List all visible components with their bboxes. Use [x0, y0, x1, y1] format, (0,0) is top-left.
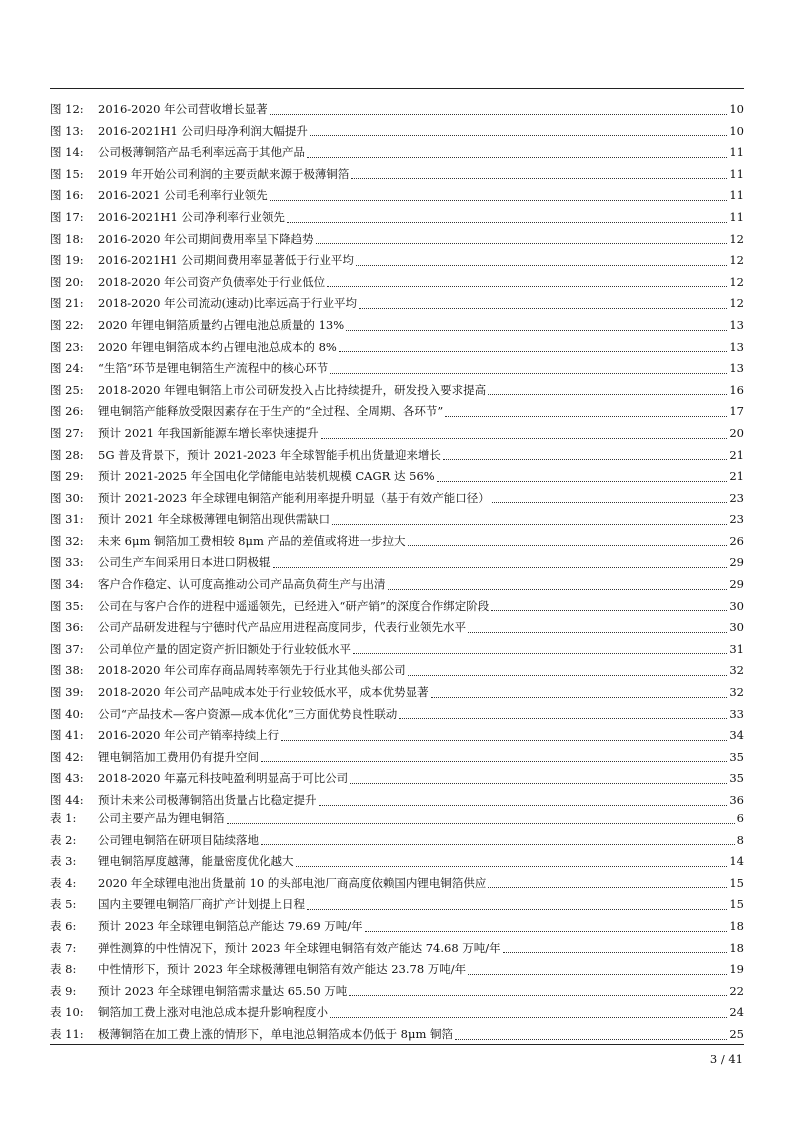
figure-entry-page: 12 [729, 231, 744, 246]
figure-entry-label: 图 22: [50, 317, 84, 332]
figure-entry-label: 图 37: [50, 641, 84, 656]
table-entry-page: 14 [729, 854, 744, 869]
table-entry[interactable] [50, 830, 744, 852]
figure-entry-title: 公司极薄铜箔产品毛利率远高于其他产品 [98, 145, 305, 160]
figure-entry[interactable] [50, 272, 744, 294]
figure-entry-page: 31 [729, 641, 744, 656]
table-entry-title: 预计 2023 年全球锂电铜箔需求量达 65.50 万吨 [98, 983, 348, 998]
figure-entry[interactable] [50, 99, 744, 121]
figure-entry-title: 5G 普及背景下，预计 2021-2023 年全球智能手机出货量迎来增长 [98, 447, 441, 462]
dot-leader [321, 438, 728, 439]
figure-entry[interactable] [50, 768, 744, 790]
figure-entry-title: 2018-2020 年锂电铜箔上市公司研发投入占比持续提升，研发投入要求提高 [98, 382, 487, 397]
figure-entry-page: 11 [729, 209, 744, 224]
table-entry-page: 18 [729, 918, 744, 933]
dot-leader [261, 761, 727, 762]
dot-leader [488, 887, 727, 888]
figure-entry-page: 29 [729, 555, 744, 570]
figure-entry[interactable] [50, 229, 744, 251]
dot-leader [408, 675, 728, 676]
table-entry-label: 表 11: [50, 1026, 84, 1041]
figure-entry-page: 21 [729, 447, 744, 462]
table-entry-page: 25 [729, 1026, 744, 1041]
figure-entry[interactable] [50, 445, 744, 467]
figure-entry-page: 32 [729, 663, 744, 678]
figure-entry-title: “生箔”环节是锂电铜箔生产流程中的核心环节 [98, 361, 329, 376]
figure-entry-title: 预计未来公司极薄铜箔出货量占比稳定提升 [98, 793, 317, 807]
dot-leader [227, 823, 735, 824]
figure-entry-label: 图 33: [50, 555, 84, 570]
figure-entry-page: 11 [729, 145, 744, 160]
dot-leader [330, 373, 727, 374]
dot-leader [431, 697, 728, 698]
dot-leader [346, 330, 727, 331]
figure-entry-label: 图 13: [50, 123, 84, 138]
figure-entry-title: 2018-2020 年公司库存商品周转率领先于行业其他头部公司 [98, 663, 406, 678]
table-entry-page: 19 [729, 962, 744, 977]
figure-entry-label: 图 23: [50, 339, 84, 354]
figure-entry-page: 16 [729, 382, 744, 397]
dot-leader [492, 502, 728, 503]
figure-entry-label: 图 27: [50, 425, 84, 440]
dot-leader [359, 308, 727, 309]
figure-entry[interactable] [50, 185, 744, 207]
figure-entry-title: 锂电铜箔产能释放受限因素存在于生产的“全过程、全周期、各环节” [98, 404, 444, 419]
figure-entry-page: 13 [729, 317, 744, 332]
figure-entry-page: 29 [729, 577, 744, 592]
table-entry-label: 表 5: [50, 897, 77, 912]
figure-entry[interactable] [50, 380, 744, 402]
figure-entry-title: 2018-2020 年公司流动(速动)比率远高于行业平均 [98, 296, 358, 311]
figure-entry-page: 36 [729, 793, 744, 807]
figure-entry[interactable] [50, 488, 744, 510]
figure-entry[interactable] [50, 552, 744, 574]
table-entry[interactable] [50, 1024, 744, 1046]
figure-entry-page: 11 [729, 188, 744, 203]
figure-entry-page: 30 [729, 620, 744, 635]
table-entry-page: 15 [729, 875, 744, 890]
figure-entry-page: 21 [729, 469, 744, 484]
dot-leader [349, 995, 727, 996]
table-entry-label: 表 2: [50, 832, 77, 847]
figure-entry-page: 12 [729, 253, 744, 268]
figure-entry-page: 23 [729, 490, 744, 505]
figure-entry-label: 图 20: [50, 274, 84, 289]
page-number: 3 / 41 [709, 1052, 743, 1066]
figure-entry[interactable] [50, 250, 744, 272]
figure-entry-title: 2018-2020 年公司产品吨成本处于行业较低水平，成本优势显著 [98, 685, 429, 700]
dot-leader [503, 952, 728, 953]
figure-entry-page: 10 [729, 102, 744, 116]
figure-entry-page: 10 [729, 123, 744, 138]
figure-entry[interactable] [50, 293, 744, 315]
dot-leader [307, 157, 727, 158]
figure-entry-title: 2020 年锂电铜箔质量约占锂电池总质量的 13% [98, 317, 345, 332]
table-entry-page: 6 [736, 811, 744, 825]
figure-list [50, 99, 744, 812]
figure-entry[interactable] [50, 337, 744, 359]
figure-entry-label: 图 38: [50, 663, 84, 678]
dot-leader [353, 653, 727, 654]
figure-entry[interactable] [50, 509, 744, 531]
figure-entry-page: 20 [729, 425, 744, 440]
figure-entry-title: 2018-2020 年公司资产负债率处于行业低位 [98, 274, 326, 289]
figure-entry[interactable] [50, 574, 744, 596]
figure-entry-label: 图 25: [50, 382, 84, 397]
table-entry-label: 表 10: [50, 1005, 84, 1020]
figure-entry-label: 图 35: [50, 598, 84, 613]
figure-entry-page: 34 [729, 728, 744, 743]
figure-entry-label: 图 28: [50, 447, 84, 462]
dot-leader [287, 222, 727, 223]
figure-entry-label: 图 21: [50, 296, 84, 311]
figure-entry[interactable] [50, 401, 744, 423]
dot-leader [350, 783, 727, 784]
figure-entry-page: 33 [729, 706, 744, 721]
table-entry-title: 公司锂电铜箔在研项目陆续落地 [98, 832, 259, 847]
dot-leader [270, 114, 728, 115]
figure-entry-label: 图 42: [50, 749, 84, 764]
dot-leader [399, 718, 727, 719]
figure-entry-title: 2016-2021 公司毛利率行业领先 [98, 188, 268, 203]
figure-entry-title: 预计 2021-2025 年全国电化学储能电站装机规模 CAGR 达 56% [98, 469, 435, 484]
dot-leader [332, 524, 727, 525]
dot-leader [307, 909, 727, 910]
figure-entry-title: 2016-2021H1 公司归母净利润大幅提升 [98, 123, 308, 138]
figure-entry[interactable] [50, 164, 744, 186]
figure-entry-title: 2016-2021H1 公司净利率行业领先 [98, 209, 285, 224]
figure-entry-title: 客户合作稳定、认可度高推动公司产品高负荷生产与出清 [98, 577, 386, 592]
table-entry-page: 15 [729, 897, 744, 912]
figure-entry-label: 图 26: [50, 404, 84, 419]
figure-entry-title: 2016-2020 年公司产销率持续上行 [98, 728, 280, 743]
figure-entry[interactable] [50, 142, 744, 164]
figure-entry-label: 图 19: [50, 253, 84, 268]
figure-entry-title: 预计 2021 年全球极薄锂电铜箔出现供需缺口 [98, 512, 331, 527]
figure-entry-title: 2016-2020 年公司期间费用率呈下降趋势 [98, 231, 314, 246]
dot-leader [365, 931, 728, 932]
figure-entry[interactable] [50, 639, 744, 661]
dot-leader [270, 200, 728, 201]
table-entry-title: 2020 年全球锂电池出货量前 10 的头部电池厂商高度依赖国内锂电铜箔供应 [98, 875, 487, 890]
figure-entry-label: 图 43: [50, 771, 84, 786]
table-list [50, 808, 744, 1046]
figure-entry[interactable] [50, 747, 744, 769]
dot-leader [319, 805, 728, 806]
figure-entry-title: 2019 年开始公司利润的主要贡献来源于极薄铜箔 [98, 166, 350, 181]
table-entry-label: 表 1: [50, 811, 77, 825]
figure-entry-page: 17 [729, 404, 744, 419]
figure-entry-page: 23 [729, 512, 744, 527]
figure-entry-title: 预计 2021-2023 年全球锂电铜箔产能利用率提升明显（基于有效产能口径） [98, 490, 490, 505]
table-entry-title: 铜箔加工费上涨对电池总成本提升影响程度小 [98, 1005, 328, 1020]
figure-entry[interactable] [50, 466, 744, 488]
dot-leader [310, 135, 727, 136]
table-entry-label: 表 7: [50, 940, 77, 955]
table-entry[interactable] [50, 894, 744, 916]
figure-entry-title: 公司单位产量的固定资产折旧额处于行业较低水平 [98, 641, 351, 656]
figure-entry-page: 26 [729, 533, 744, 548]
figure-entry-label: 图 12: [50, 102, 84, 116]
figure-entry[interactable] [50, 121, 744, 143]
figure-entry[interactable] [50, 617, 744, 639]
figure-entry-page: 12 [729, 296, 744, 311]
table-entry-page: 8 [736, 832, 744, 847]
dot-leader [488, 394, 727, 395]
figure-entry-page: 12 [729, 274, 744, 289]
figure-entry-label: 图 39: [50, 685, 84, 700]
table-entry[interactable] [50, 938, 744, 960]
dot-leader [351, 178, 727, 179]
figure-entry-label: 图 15: [50, 166, 84, 181]
figure-entry[interactable] [50, 725, 744, 747]
figure-entry-page: 11 [729, 166, 744, 181]
figure-entry[interactable] [50, 315, 744, 337]
table-entry-title: 锂电铜箔厚度越薄，能量密度优化越大 [98, 854, 294, 869]
figure-entry-label: 图 34: [50, 577, 84, 592]
dot-leader [356, 265, 727, 266]
figure-entry-page: 30 [729, 598, 744, 613]
figure-entry-page: 32 [729, 685, 744, 700]
table-entry-label: 表 4: [50, 875, 77, 890]
figure-entry-label: 图 29: [50, 469, 84, 484]
figure-entry-title: 2016-2021H1 公司期间费用率显著低于行业平均 [98, 253, 354, 268]
figure-entry-title: 2018-2020 年嘉元科技吨盈利明显高于可比公司 [98, 771, 349, 786]
dot-leader [491, 610, 727, 611]
figure-entry[interactable] [50, 704, 744, 726]
figure-entry-label: 图 17: [50, 209, 84, 224]
figure-entry-label: 图 40: [50, 706, 84, 721]
figure-entry-title: 未来 6μm 铜箔加工费相较 8μm 产品的差值或将进一步拉大 [98, 533, 406, 548]
header-rule [50, 88, 744, 89]
dot-leader [468, 974, 727, 975]
table-entry[interactable] [50, 916, 744, 938]
table-entry[interactable] [50, 1002, 744, 1024]
table-entry-page: 22 [729, 983, 744, 998]
dot-leader [339, 351, 728, 352]
table-entry-label: 表 3: [50, 854, 77, 869]
dot-leader [327, 286, 727, 287]
dot-leader [296, 866, 728, 867]
table-entry-title: 公司主要产品为锂电铜箔 [98, 811, 225, 825]
figure-entry-page: 13 [729, 361, 744, 376]
dot-leader [468, 632, 727, 633]
table-entry-page: 18 [729, 940, 744, 955]
figure-entry-title: 公司生产车间采用日本进口阴极辊 [98, 555, 271, 570]
figure-entry[interactable] [50, 596, 744, 618]
figure-entry-label: 图 14: [50, 145, 84, 160]
figure-entry[interactable] [50, 207, 744, 229]
figure-entry-title: 公司产品研发进程与宁德时代产品应用进程高度同步，代表行业领先水平 [98, 620, 466, 635]
table-entry-title: 中性情形下，预计 2023 年全球极薄锂电铜箔有效产能达 23.78 万吨/年 [98, 962, 467, 977]
figure-entry[interactable] [50, 660, 744, 682]
figure-entry-label: 图 18: [50, 231, 84, 246]
dot-leader [437, 481, 728, 482]
figure-entry-label: 图 31: [50, 512, 84, 527]
dot-leader [443, 459, 727, 460]
dot-leader [455, 1039, 727, 1040]
figure-entry[interactable] [50, 531, 744, 553]
table-entry[interactable] [50, 981, 744, 1003]
table-entry[interactable] [50, 808, 744, 830]
figure-entry-title: 预计 2021 年我国新能源车增长率快速提升 [98, 425, 319, 440]
dot-leader [330, 1017, 727, 1018]
figure-entry-label: 图 41: [50, 728, 84, 743]
figure-entry-title: 2016-2020 年公司营收增长显著 [98, 102, 268, 116]
dot-leader [388, 589, 728, 590]
figure-entry-label: 图 16: [50, 188, 84, 203]
figure-entry[interactable] [50, 358, 744, 380]
figure-entry-label: 图 24: [50, 361, 84, 376]
figure-entry[interactable] [50, 682, 744, 704]
dot-leader [445, 416, 727, 417]
figure-entry-title: 锂电铜箔加工费用仍有提升空间 [98, 749, 259, 764]
table-entry-title: 极薄铜箔在加工费上涨的情形下，单电池总铜箔成本仍低于 8μm 铜箔 [98, 1026, 454, 1041]
dot-leader [273, 567, 728, 568]
table-entry-label: 表 8: [50, 962, 77, 977]
footer-rule [50, 1044, 744, 1045]
figure-entry-page: 35 [729, 749, 744, 764]
table-entry-label: 表 6: [50, 918, 77, 933]
table-entry-label: 表 9: [50, 983, 77, 998]
figure-entry[interactable] [50, 423, 744, 445]
table-entry-title: 国内主要锂电铜箔厂商扩产计划提上日程 [98, 897, 305, 912]
dot-leader [408, 545, 728, 546]
figure-entry-title: 公司在与客户合作的进程中遥遥领先，已经进入“研产销”的深度合作绑定阶段 [98, 598, 490, 613]
figure-entry-label: 图 30: [50, 490, 84, 505]
table-entry[interactable] [50, 959, 744, 981]
figure-entry-title: 2020 年锂电铜箔成本约占锂电池总成本的 8% [98, 339, 337, 354]
figure-entry-label: 图 36: [50, 620, 84, 635]
table-entry[interactable] [50, 851, 744, 873]
figure-entry-label: 图 44: [50, 793, 84, 807]
figure-entry-title: 公司“产品技术—客户资源—成本优化”三方面优势良性联动 [98, 706, 398, 721]
table-entry-page: 24 [729, 1005, 744, 1020]
dot-leader [316, 243, 728, 244]
table-entry-title: 预计 2023 年全球锂电铜箔总产能达 79.69 万吨/年 [98, 918, 363, 933]
figure-entry-page: 13 [729, 339, 744, 354]
dot-leader [281, 740, 727, 741]
dot-leader [261, 844, 735, 845]
figure-entry-label: 图 32: [50, 533, 84, 548]
table-entry[interactable] [50, 873, 744, 895]
figure-entry-page: 35 [729, 771, 744, 786]
table-entry-title: 弹性测算的中性情况下，预计 2023 年全球锂电铜箔有效产能达 74.68 万吨/年 [98, 940, 501, 955]
